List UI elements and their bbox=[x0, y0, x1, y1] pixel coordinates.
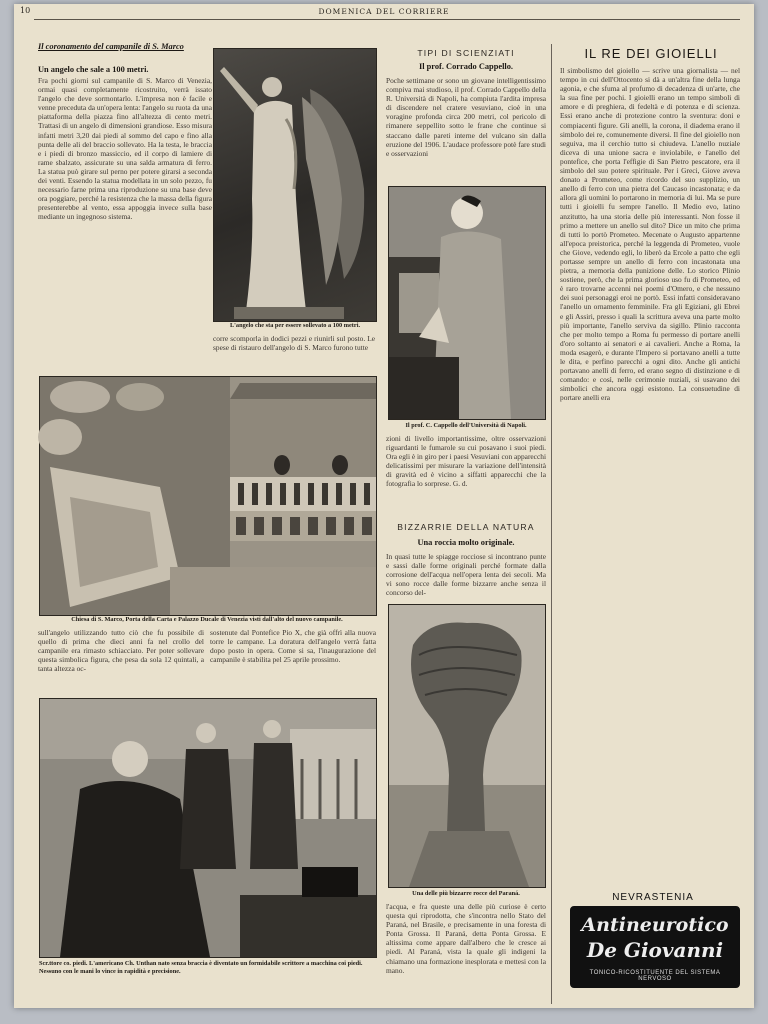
section-header-bizzarrie: BIZZARRIE DELLA NATURA bbox=[397, 522, 535, 532]
article-campanile-cont-text: corre scomporla in dodici pezzi e riunirli sul posto. Le spese di ristauro dell'angelo di S. Marco furono tutte bbox=[213, 334, 375, 353]
ad-brand-de-giovanni: De Giovanni bbox=[586, 938, 724, 962]
article-roccia bbox=[386, 552, 546, 600]
caption-angel: L'angelo che sta per essere sollevato a 100 metri. bbox=[229, 322, 361, 329]
article-gioielli-headline: IL RE DEI GIOIELLI bbox=[584, 46, 718, 61]
article-campanile bbox=[38, 42, 212, 372]
cappello-portrait-image bbox=[389, 187, 545, 419]
article-gioielli-body: Il simbolismo del gioiello — scrive una giornalista — nel tempo in cui dell'Ottocento si dà a un'altra fine della lunga agonia, e che sfuma al profumo di decadenza di un'arte, che la sua fine per pochi. I gioielli erano un tempo simboli di amore e di preghiera, di fedeltà e di potenza e di scienza. Essi erano anche di protezione contro la sventura: doni e compiacenti figure. Gli anelli, la corona, il diadema erano il simbolo dei re, comunemente diversi. Il fine del gioiello non seguiva, ma il cerchio tutto si chiudeva. L'anello nuziale diceva di una unione sacra e inviolabile, e l'anello del pontefice, che porta l'effigie di San Pietro pescatore, era il simbolo del suo potere spirituale. Per i Greci, Giove aveva donato a Prometeo, come ricordo del suo supplizio, un anello di ferro con una pietra del Caucaso incastonata; e da allora gli uomini lo portarono in memoria di lui. Ma se pure tutti i gioielli fu sempre l'anello. Il Medio evo, latino anzitutto, ha una storia delle più interessanti. Non fosse il primo a mettere un anello sul dito? Dice un mito che prima di tutti lo portò Prometeo. Mecenate o Augusto appartenne all'epoca preistorica, perché la leggenda di Prometeo, vuole che Giove, vedendo egli, lo liberò da Ercole a patto che egli portasse sempre un anello di ferro con incastonata una pietra, a memoria della punizione delle. Lo storico Plinio sostiene, però, che la prima glorioso uso fu di Prometeo, ed è raro trovarne accenni nei poemi d'Omero, e che nessuno dei suoi personaggi eroi ne portò. Essi infatti consideravano l'anello un ornamento femminile. Fra gli Egiziani, gli Ebrei e gli Assiri, presso i quali la scrittura aveva una parte molto più importante, l'anello serviva da sigillo. Plinio racconta che per molto tempo a Roma fu permesso di portare anelli d'oro soltanto ai senatori e ai cavalieri. Anche a Roma, la moda esagerò, e durante l'Impero si portavano anelli a tutte le dita, e perfino parecchi a ogni dito. Anche gli antichi portavano anelli di ferro, ed erano segno di distinzione e di comando: e così, nelle cerimonie nuziali, si usavano dei simbolici che ancora oggi esistono. La consuetudine di portare anelli era bbox=[560, 66, 740, 403]
photo-venice-aerial bbox=[39, 376, 377, 616]
photo-angel-statue bbox=[213, 48, 377, 322]
article-campanile-body: Fra pochi giorni sul campanile di S. Marco di Venezia, ormai quasi completamente ricostruito, verrà issato l'angelo che deve sormontarlo. L'impresa non è facile e venne preceduta da un'opera lenta: l'angelo su ruota da una piattaforma della piazza fino all'altezza di cento metri. Trattasi di un angelo di dimensioni grandiose. Esso misura infatti metri 3,20 dai piedi al sommo del capo e fino alla punta delle ali del braccio sollevato. Ha la testa, le braccia e i piedi di bronzo massiccio, ed il corpo di lamiere di rame sbalzato, assicurate su una salda armatura di ferro. La statua può girare sul perno per potere girarsi a seconda dei venti. Essendo la statua modellata in un solo pezzo, fu necessario farne prima una riproduzione su una base deve ora poggiare, perché la resistenza che la massa della figura presenterebbe al vento, essa appoggia invece sulla base mediante un ingegnoso sistema. bbox=[38, 76, 213, 222]
typewriter-men-image bbox=[40, 699, 376, 957]
column-divider bbox=[551, 44, 552, 1004]
page-header bbox=[14, 6, 754, 18]
article-cappello-headline: Il prof. Corrado Cappello. bbox=[418, 62, 514, 71]
article-cappello-cont-text: zioni di livello importantissime, oltre osservazioni riguardanti le fumarole su cui posavano i suoi piedi. Ora egli è in giro per i paesi Vesuviani con apparecchi delicatissimi per misurare la variazione dell'intensità di gravità ed è vicino a siffatti apparecchi che la fotografia lo sorprese. G. d. bbox=[386, 434, 546, 489]
angel-statue-image bbox=[214, 49, 376, 321]
venice-aerial-image bbox=[40, 377, 376, 615]
article-cappello-body: Poche settimane or sono un giovane intelligentissimo compiva mai studioso, il prof. Corrado Cappello della R. Università di Napoli, ha compiuta l'ardita impresa di discendere nel cratere vesuviano, cioè in una voragine profonda circa 200 metri, col pericolo di rimanere seppellito sotto le frane che continue si staccano dalle pareti interne del vulcano sin dalla eruzione del 1906. L'audace professore potè fare studi e osservazioni bbox=[386, 76, 546, 158]
article-campanile-subhead: Un angelo che sale a 100 metri. bbox=[38, 65, 149, 74]
ad-brand-antineurotico: Antineurotico bbox=[581, 914, 729, 936]
header-rule bbox=[34, 19, 740, 20]
section-header-scienziati: TIPI DI SCIENZIATI bbox=[417, 48, 515, 58]
article-cappello-cont bbox=[386, 434, 546, 490]
caption-cappello: Il prof. C. Cappello dell'Università di Napoli. bbox=[405, 422, 527, 429]
article-gioielli bbox=[560, 66, 740, 886]
photo-cappello bbox=[388, 186, 546, 420]
article-roccia-cont bbox=[386, 902, 546, 975]
article-campanile-col-b-text: sostenute dal Pontefice Pio X, che già offrì alla nuova torre le campane. La doratura dell'angelo verrà fatta dopo posto in opera. Come si sa, l'inaugurazione del campanile è stabilita pel 25 aprile prossimo. bbox=[210, 628, 376, 665]
photo-rock bbox=[388, 604, 546, 888]
article-campanile-col-b bbox=[210, 628, 376, 694]
ad-tagline: TONICO-RICOSTITUENTE DEL SISTEMA NERVOSO bbox=[589, 970, 721, 982]
newspaper-title: DOMENICA DEL CORRIERE bbox=[318, 7, 450, 16]
article-roccia-cont-text: l'acqua, e fra queste una delle più curiose è certo questa qui riprodotta, che s'incontra nello Stato del Paraná, nel Brasile, e precisamente in una foresta di Ponta Grossa. Il Paraná, detta Ponta Grossa. E altissima come appare dall'albero che le cresce ai piedi. Al Paraná, vista la quale gli indigeni la chiamano una formazione inesplorata e mettesi con la mano. bbox=[386, 902, 546, 975]
article-campanile-col-a bbox=[38, 628, 204, 694]
caption-venice: Chiesa di S. Marco, Porta della Carta e Palazzo Ducale di Venezia visti dall'alto del nuovo campanile. bbox=[71, 616, 343, 623]
ad-antineurotico-box bbox=[570, 906, 740, 988]
ad-nevrastenia: NEVRASTENIA bbox=[612, 892, 694, 903]
caption-typewriter: Scr.ttore co. piedi. L'americano Ch. Unthan nato senza braccia è diventato un formidabile scrittore a macchina coi piedi. Nessuno con le mani lo vince in rapidità e precisione. bbox=[39, 960, 363, 975]
article-roccia-headline: Una roccia molto originale. bbox=[417, 538, 515, 547]
page-number: 10 bbox=[20, 6, 31, 15]
article-campanile-col-a-text: sull'angelo utilizzando tutto ciò che fu possibile di quello di prima che dieci anni fa nel crollo del campanile era rimasto schiacciato. Per poter sollevare questa simbolica figura, che pesa da sola 12 quintali, a tanta altezza oc- bbox=[38, 628, 204, 674]
caption-rock: Una delle più bizzarre rocce del Paraná. bbox=[412, 890, 520, 897]
article-campanile-cont bbox=[213, 334, 375, 374]
article-cappello bbox=[386, 76, 546, 184]
article-roccia-body: In quasi tutte le spiagge rocciose si incontrano punte e sassi dalle forme originali perché formate dalla corrosione dell'acqua nell'opera lenta dei secoli. Ma vi sono rocce dalle forme bizzarre anche senza il concorso del- bbox=[386, 552, 546, 598]
rock-formation-image bbox=[389, 605, 545, 887]
article-campanile-headline: Il coronamento del campanile di S. Marco bbox=[38, 42, 184, 51]
newspaper-page bbox=[14, 4, 754, 1008]
photo-typewriter-men bbox=[39, 698, 377, 958]
